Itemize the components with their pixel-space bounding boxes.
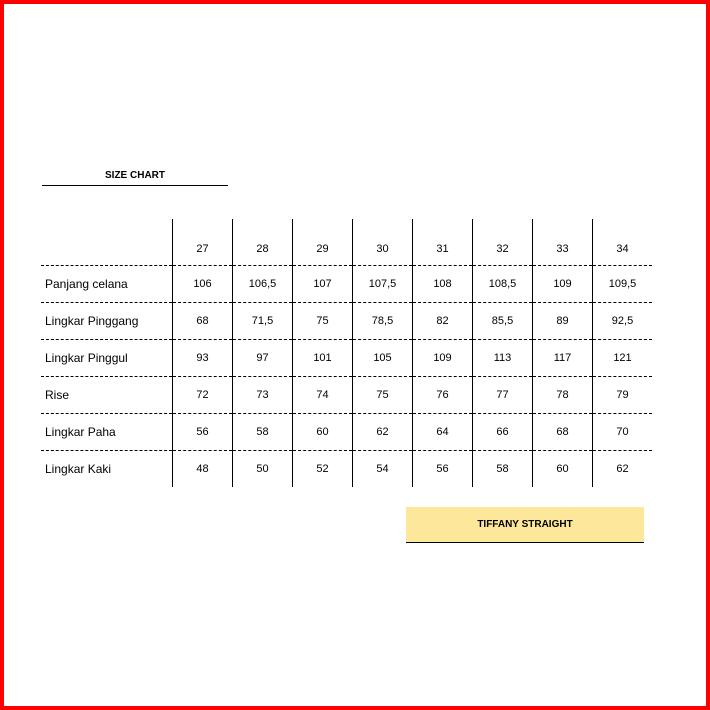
table-row (41, 451, 652, 488)
table-cell: 54 (353, 451, 413, 488)
table-cell: 50 (233, 451, 293, 488)
table-cell: 92,5 (593, 303, 653, 340)
table-cell: 56 (413, 451, 473, 488)
size-chart-title: SIZE CHART (42, 170, 228, 186)
table-cell: 72 (173, 377, 233, 414)
table-cell: 77 (473, 377, 533, 414)
table-cell: 107 (293, 266, 353, 303)
table-row (41, 266, 652, 303)
table-cell: 105 (353, 340, 413, 377)
size-header-cell: 27 (173, 219, 233, 266)
table-cell: 113 (473, 340, 533, 377)
table-cell: 71,5 (233, 303, 293, 340)
size-header-cell: 29 (293, 219, 353, 266)
table-cell: 62 (593, 451, 653, 488)
table-cell: 60 (533, 451, 593, 488)
size-header-cell: 28 (233, 219, 293, 266)
row-label: Lingkar Kaki (45, 462, 112, 476)
table-cell: 106 (173, 266, 233, 303)
row-label: Panjang celana (41, 266, 173, 303)
table-cell: 93 (173, 340, 233, 377)
table-cell: 56 (173, 414, 233, 451)
table-cell: 79 (593, 377, 653, 414)
table-cell: 60 (293, 414, 353, 451)
table-cell: 85,5 (473, 303, 533, 340)
table-row (41, 303, 652, 340)
table-row (41, 340, 652, 377)
table-cell: 101 (293, 340, 353, 377)
table-cell: 89 (533, 303, 593, 340)
table-cell: 74 (293, 377, 353, 414)
table-cell: 75 (353, 377, 413, 414)
table-cell: 106,5 (233, 266, 293, 303)
table-cell: 78,5 (353, 303, 413, 340)
table-cell: 58 (473, 451, 533, 488)
table-cell: 73 (233, 377, 293, 414)
table-row (41, 414, 652, 451)
table-cell: 68 (173, 303, 233, 340)
table-cell: 70 (593, 414, 653, 451)
size-header-cell: 33 (533, 219, 593, 266)
table-cell: 48 (173, 451, 233, 488)
row-label: Lingkar Paha (41, 414, 173, 451)
table-cell: 62 (353, 414, 413, 451)
product-name-badge: TIFFANY STRAIGHT (406, 507, 644, 543)
size-header-row (41, 219, 652, 266)
table-cell: 108,5 (473, 266, 533, 303)
size-header-cell: 31 (413, 219, 473, 266)
size-header-cell: 32 (473, 219, 533, 266)
table-row (41, 377, 652, 414)
table-cell: 97 (233, 340, 293, 377)
table-cell: 82 (413, 303, 473, 340)
table-cell: 64 (413, 414, 473, 451)
table-cell: 121 (593, 340, 653, 377)
size-table (41, 219, 652, 487)
size-header-cell: 30 (353, 219, 413, 266)
table-cell: 109,5 (593, 266, 653, 303)
row-label: Lingkar Pinggul (41, 340, 173, 377)
table-cell: 58 (233, 414, 293, 451)
table-cell: 78 (533, 377, 593, 414)
row-label: Rise (41, 377, 173, 414)
table-cell: 68 (533, 414, 593, 451)
table-cell: 109 (413, 340, 473, 377)
table-cell: 75 (293, 303, 353, 340)
header-corner-cell (41, 219, 173, 266)
table-cell: 107,5 (353, 266, 413, 303)
table-cell: 66 (473, 414, 533, 451)
table-cell: 108 (413, 266, 473, 303)
size-header-cell: 34 (593, 219, 653, 266)
table-cell: 117 (533, 340, 593, 377)
row-label: Lingkar Pinggang (41, 303, 173, 340)
table-cell: 109 (533, 266, 593, 303)
table-cell: 76 (413, 377, 473, 414)
table-cell: 52 (293, 451, 353, 488)
